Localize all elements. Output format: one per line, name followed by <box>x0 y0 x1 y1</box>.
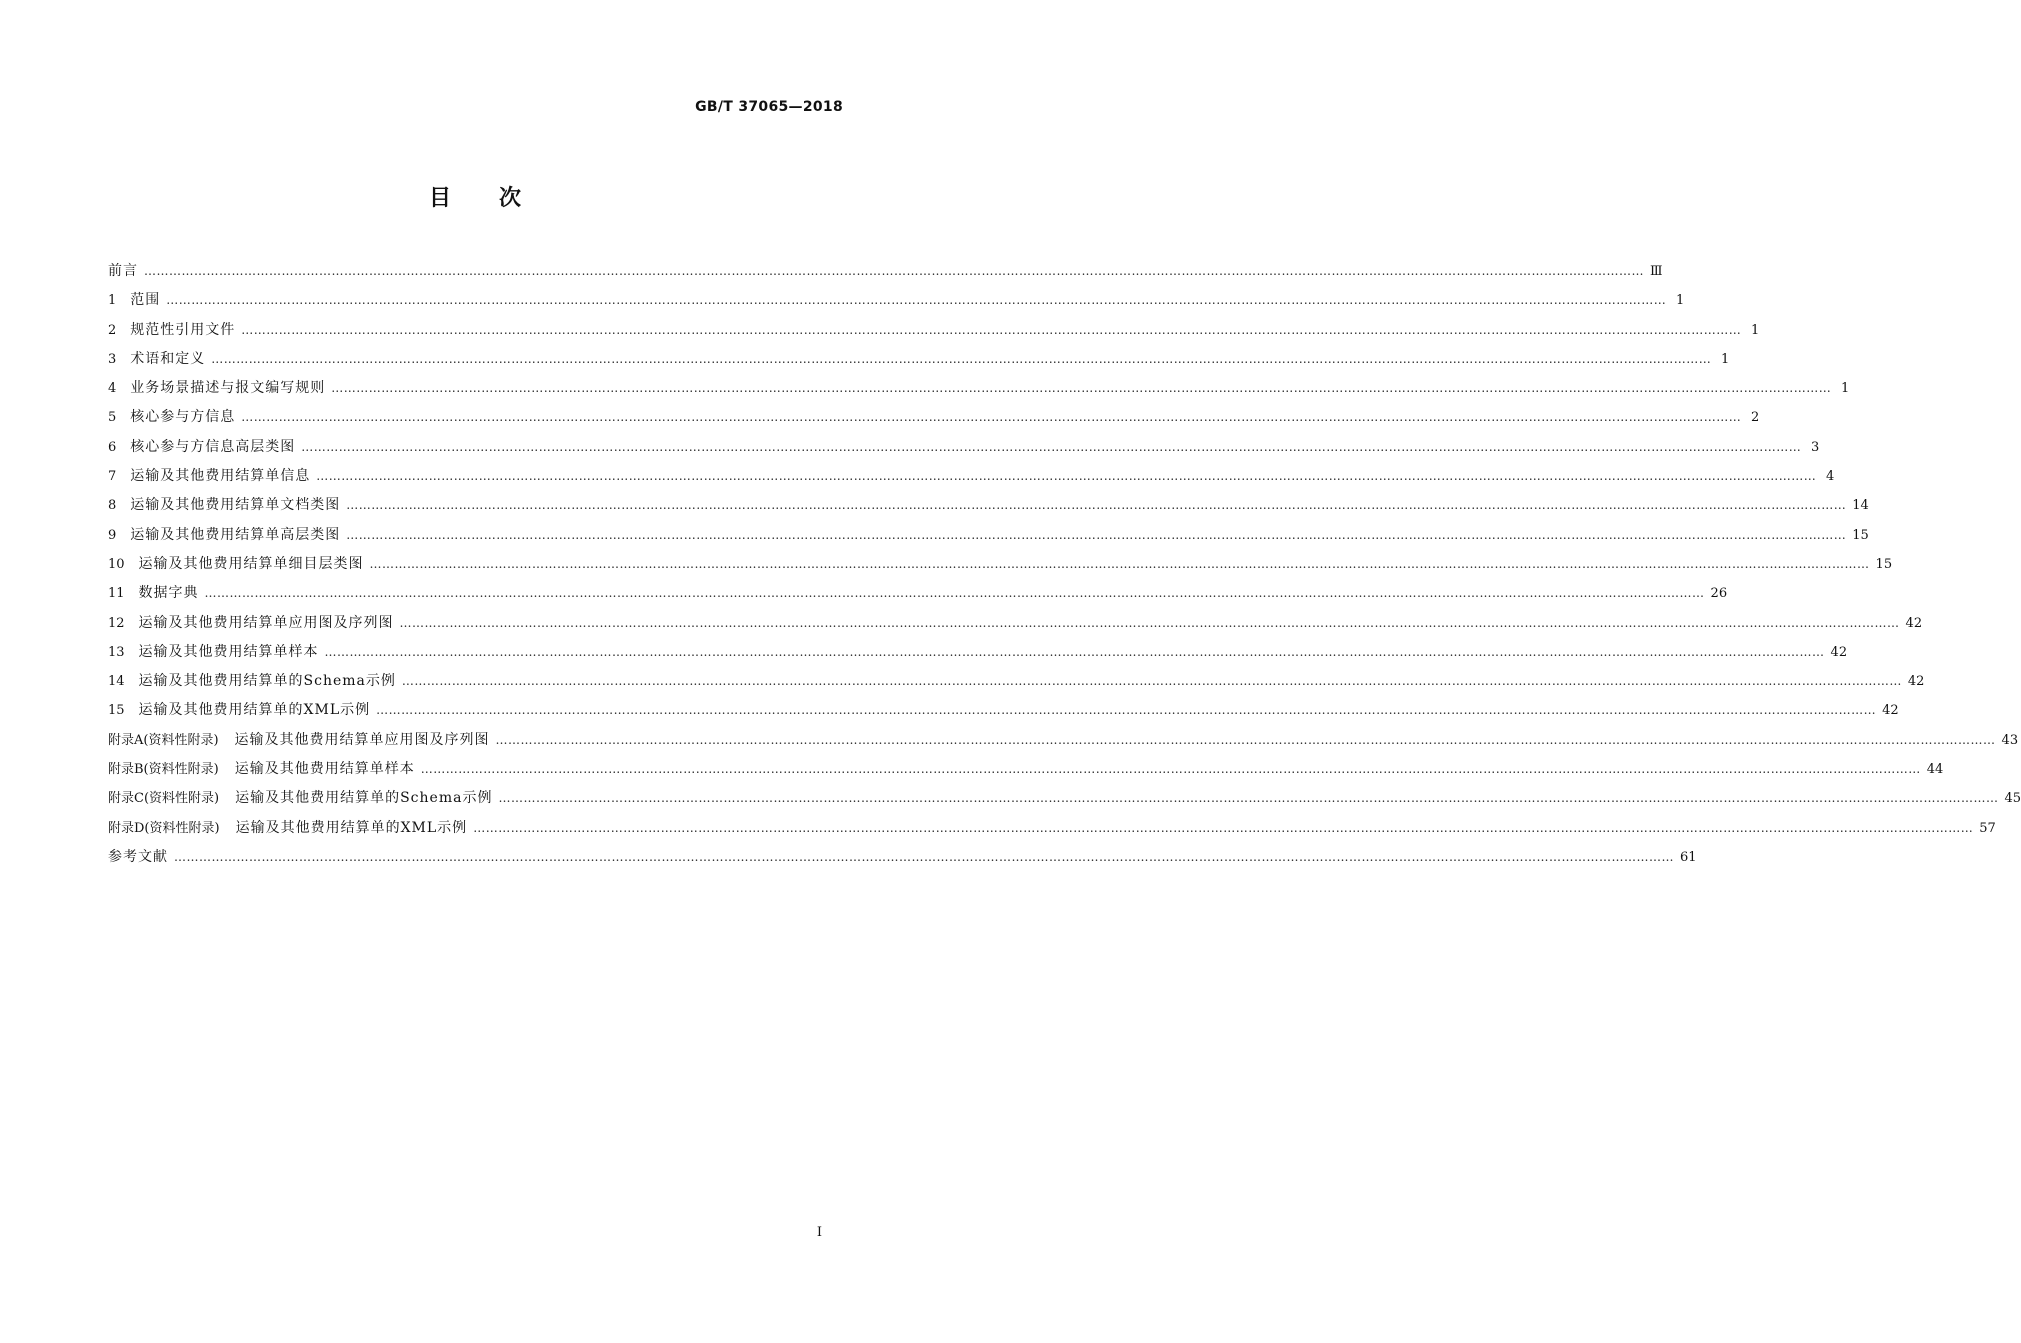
toc-dot-leader: ……………………………………………………………………………………………………………………………………………………………………………………………………………………………………………………………………………………………………………………………… <box>495 732 1996 747</box>
toc-entry-number: 附录C(资料性附录) <box>108 791 220 807</box>
toc-entry-page: 57 <box>1979 820 1996 836</box>
toc-entry-page: 44 <box>1926 762 1944 778</box>
toc-entry-title: 参考文献 <box>108 848 168 865</box>
toc-dot-leader: ……………………………………………………………………………………………………………………………………………………………………………………………………………………………………………………………………………………………………………………………… <box>166 293 1667 308</box>
toc-entry[interactable] <box>108 436 1820 465</box>
toc-dot-leader: ……………………………………………………………………………………………………………………………………………………………………………………………………………………………………………………………………………………………………………………………… <box>331 381 1832 396</box>
toc-entry[interactable] <box>108 348 1730 377</box>
toc-entry-title: 运输及其他费用结算单信息 <box>130 468 311 485</box>
toc-dot-leader: ……………………………………………………………………………………………………………………………………………………………………………………………………………………………………………………………………………………………………………………………… <box>241 322 1742 337</box>
toc-entry-number: 12 <box>108 615 125 631</box>
toc-entry-page: 15 <box>1852 527 1869 543</box>
toc-entry[interactable] <box>108 289 1685 318</box>
toc-dot-leader: ……………………………………………………………………………………………………………………………………………………………………………………………………………………………………………………………………………………………………………………………… <box>144 264 1644 278</box>
page-number: I <box>816 1225 822 1240</box>
toc-dot-leader: ……………………………………………………………………………………………………………………………………………………………………………………………………………………………………………………………………………………………………………………………… <box>498 791 1999 806</box>
toc-dot-leader: ……………………………………………………………………………………………………………………………………………………………………………………………………………………………………………………………………………………………………………………………… <box>204 586 1705 601</box>
toc-dot-leader: ……………………………………………………………………………………………………………………………………………………………………………………………………………………………………………………………………………………………………………………………… <box>241 410 1742 425</box>
toc-entry[interactable] <box>108 758 1944 787</box>
toc-entry-page: 42 <box>1905 615 1923 631</box>
toc-entry-title: 业务场景描述与报文编写规则 <box>130 380 326 397</box>
toc-entry-page: 14 <box>1852 498 1869 514</box>
toc-entry[interactable] <box>108 260 1663 289</box>
toc-entry-page: 4 <box>1826 469 1835 485</box>
toc-entry-title: 核心参与方信息高层类图 <box>130 438 296 455</box>
toc-entry-page: 1 <box>1841 381 1850 397</box>
toc-entry-number: 15 <box>108 703 125 719</box>
toc-entry-number: 2 <box>108 322 117 338</box>
toc-dot-leader: ……………………………………………………………………………………………………………………………………………………………………………………………………………………………………………………………………………………………………………………………… <box>376 703 1877 718</box>
toc-entry-number: 附录B(资料性附录) <box>108 762 219 778</box>
toc-entry[interactable] <box>108 582 1728 611</box>
toc-entry-number: 9 <box>108 527 117 543</box>
toc-entry[interactable] <box>108 553 1893 582</box>
standard-code: GB/T 37065—2018 <box>695 99 843 115</box>
toc-entry-title: 运输及其他费用结算单细目层类图 <box>138 555 364 572</box>
toc-entry-title: 前言 <box>108 263 138 279</box>
toc-entry-page: 42 <box>1882 703 1899 719</box>
toc-entry-page: Ⅲ <box>1650 264 1663 279</box>
toc-entry-page: 43 <box>2001 732 2019 748</box>
toc-entry[interactable] <box>108 699 1899 728</box>
toc-entry-title: 运输及其他费用结算单的XML示例 <box>138 702 371 719</box>
toc-entry[interactable] <box>108 729 2019 758</box>
toc-dot-leader: ……………………………………………………………………………………………………………………………………………………………………………………………………………………………………………………………………………………………………………………………… <box>174 849 1674 864</box>
toc-dot-leader: ……………………………………………………………………………………………………………………………………………………………………………………………………………………………………………………………………………………………………………………………… <box>316 469 1817 484</box>
toc-entry-number: 5 <box>108 410 117 426</box>
toc-entry-number: 11 <box>108 586 125 602</box>
toc-dot-leader: ……………………………………………………………………………………………………………………………………………………………………………………………………………………………………………………………………………………………………………………………… <box>324 644 1825 659</box>
toc-entry-page: 26 <box>1710 586 1728 602</box>
toc-entry-page: 2 <box>1751 410 1760 426</box>
toc-entry-number: 4 <box>108 381 117 397</box>
toc-entry[interactable] <box>108 817 1996 846</box>
toc-entry-title: 运输及其他费用结算单的XML示例 <box>235 819 468 836</box>
toc-entry[interactable] <box>108 465 1835 494</box>
toc-entry-page: 15 <box>1875 556 1893 572</box>
toc-dot-leader: ……………………………………………………………………………………………………………………………………………………………………………………………………………………………………………………………………………………………………………………………… <box>473 820 1974 835</box>
toc-entry-page: 1 <box>1676 293 1685 309</box>
toc-dot-leader: ……………………………………………………………………………………………………………………………………………………………………………………………………………………………………………………………………………………………………………………………… <box>301 439 1802 454</box>
toc-entry[interactable] <box>108 524 1869 553</box>
toc-entry-number: 7 <box>108 469 117 485</box>
toc-entry-title: 核心参与方信息 <box>130 409 236 426</box>
toc-list <box>108 260 2021 875</box>
toc-entry[interactable] <box>108 494 1869 523</box>
toc-entry[interactable] <box>108 641 1848 670</box>
toc-entry-title: 运输及其他费用结算单的Schema示例 <box>138 673 396 690</box>
toc-dot-leader: ……………………………………………………………………………………………………………………………………………………………………………………………………………………………………………………………………………………………………………………………… <box>399 615 1900 630</box>
toc-entry-number: 附录D(资料性附录) <box>108 820 220 836</box>
toc-entry-title: 运输及其他费用结算单应用图及序列图 <box>234 731 490 748</box>
toc-entry-number: 8 <box>108 498 117 514</box>
toc-entry-page: 61 <box>1680 849 1697 865</box>
toc-dot-leader: ……………………………………………………………………………………………………………………………………………………………………………………………………………………………………………………………………………………………………………………………… <box>420 762 1921 777</box>
toc-entry-number: 10 <box>108 556 125 572</box>
toc-entry-title: 运输及其他费用结算单文档类图 <box>130 497 341 514</box>
toc-entry[interactable] <box>108 406 1760 435</box>
toc-entry-number: 附录A(资料性附录) <box>108 732 219 748</box>
toc-entry-title: 数据字典 <box>138 585 199 602</box>
toc-entry-page: 42 <box>1907 674 1925 690</box>
toc-entry-title: 运输及其他费用结算单应用图及序列图 <box>138 614 394 631</box>
toc-entry-title: 范围 <box>130 292 161 309</box>
toc-entry[interactable] <box>108 377 1850 406</box>
toc-entry-title: 运输及其他费用结算单的Schema示例 <box>235 790 493 807</box>
toc-entry-number: 14 <box>108 674 125 690</box>
toc-entry-page: 1 <box>1721 351 1730 367</box>
toc-entry-page: 3 <box>1811 439 1820 455</box>
toc-entry-title: 运输及其他费用结算单样本 <box>234 761 415 778</box>
toc-dot-leader: ……………………………………………………………………………………………………………………………………………………………………………………………………………………………………………………………………………………………………………………………… <box>346 527 1847 542</box>
toc-entry-title: 运输及其他费用结算单样本 <box>138 643 319 660</box>
toc-dot-leader: ……………………………………………………………………………………………………………………………………………………………………………………………………………………………………………………………………………………………………………………………… <box>211 351 1712 366</box>
toc-entry-page: 42 <box>1830 644 1848 660</box>
toc-entry[interactable] <box>108 319 1760 348</box>
toc-title: 目次 <box>428 186 569 211</box>
toc-entry-title: 规范性引用文件 <box>130 321 236 338</box>
toc-entry[interactable] <box>108 612 1923 641</box>
toc-dot-leader: ……………………………………………………………………………………………………………………………………………………………………………………………………………………………………………………………………………………………………………………………… <box>369 556 1870 571</box>
toc-entry[interactable] <box>108 846 1697 875</box>
toc-entry-number: 13 <box>108 644 125 660</box>
toc-entry-number: 1 <box>108 293 117 309</box>
toc-dot-leader: ……………………………………………………………………………………………………………………………………………………………………………………………………………………………………………………………………………………………………………………………… <box>346 498 1847 513</box>
toc-entry-number: 3 <box>108 351 117 367</box>
toc-entry-title: 运输及其他费用结算单高层类图 <box>130 526 341 543</box>
toc-entry-number: 6 <box>108 439 117 455</box>
toc-entry-page: 1 <box>1751 322 1760 338</box>
toc-entry[interactable] <box>108 670 1925 699</box>
toc-entry-title: 术语和定义 <box>130 350 206 367</box>
toc-entry-page: 45 <box>2004 791 2021 807</box>
toc-dot-leader: ……………………………………………………………………………………………………………………………………………………………………………………………………………………………………………………………………………………………………………………………… <box>401 674 1902 689</box>
toc-entry[interactable] <box>108 787 2021 816</box>
